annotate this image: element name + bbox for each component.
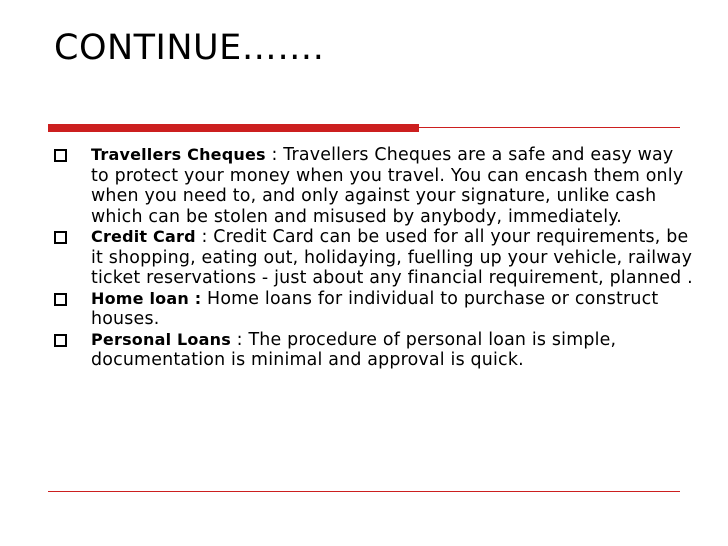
checkbox-bullet-icon [54,293,67,306]
footer-divider-line [48,491,680,492]
bullet-text: : Credit Card can be used for all your requirements, be it shopping, eating out, holidaying, fuelling up your vehicle, railway ticket reservations - just about any financial requirement, planned . [91,227,693,288]
bullet-text: : Travellers Cheques are a safe and easy way to protect your money when you travel. You can encash them only when you need to, and only against your signature, unlike cash which can be stolen and misused by anybody, immediately. [91,145,684,227]
bullet-term: Travellers Cheques [91,145,266,164]
title-accent-bar [48,124,419,132]
checkbox-bullet-icon [54,334,67,347]
bullet-item-personal-loans [54,330,694,371]
bullet-term: Home loan : [91,288,202,308]
bullet-term: Personal Loans [91,329,231,349]
checkbox-bullet-icon [54,231,67,244]
bullet-text: : The procedure of personal loan is simple, documentation is minimal and approval is quick. [91,329,617,370]
checkbox-bullet-icon [54,149,67,162]
slide-title: CONTINUE……. [54,28,325,68]
bullet-text: Home loans for individual to purchase or construct houses. [91,288,659,329]
bullet-item-travellers-cheques [54,145,694,227]
bullet-item-credit-card [54,227,694,289]
bullet-list [54,145,694,371]
bullet-item-home-loan [54,289,694,330]
bullet-term: Credit Card [91,227,196,246]
